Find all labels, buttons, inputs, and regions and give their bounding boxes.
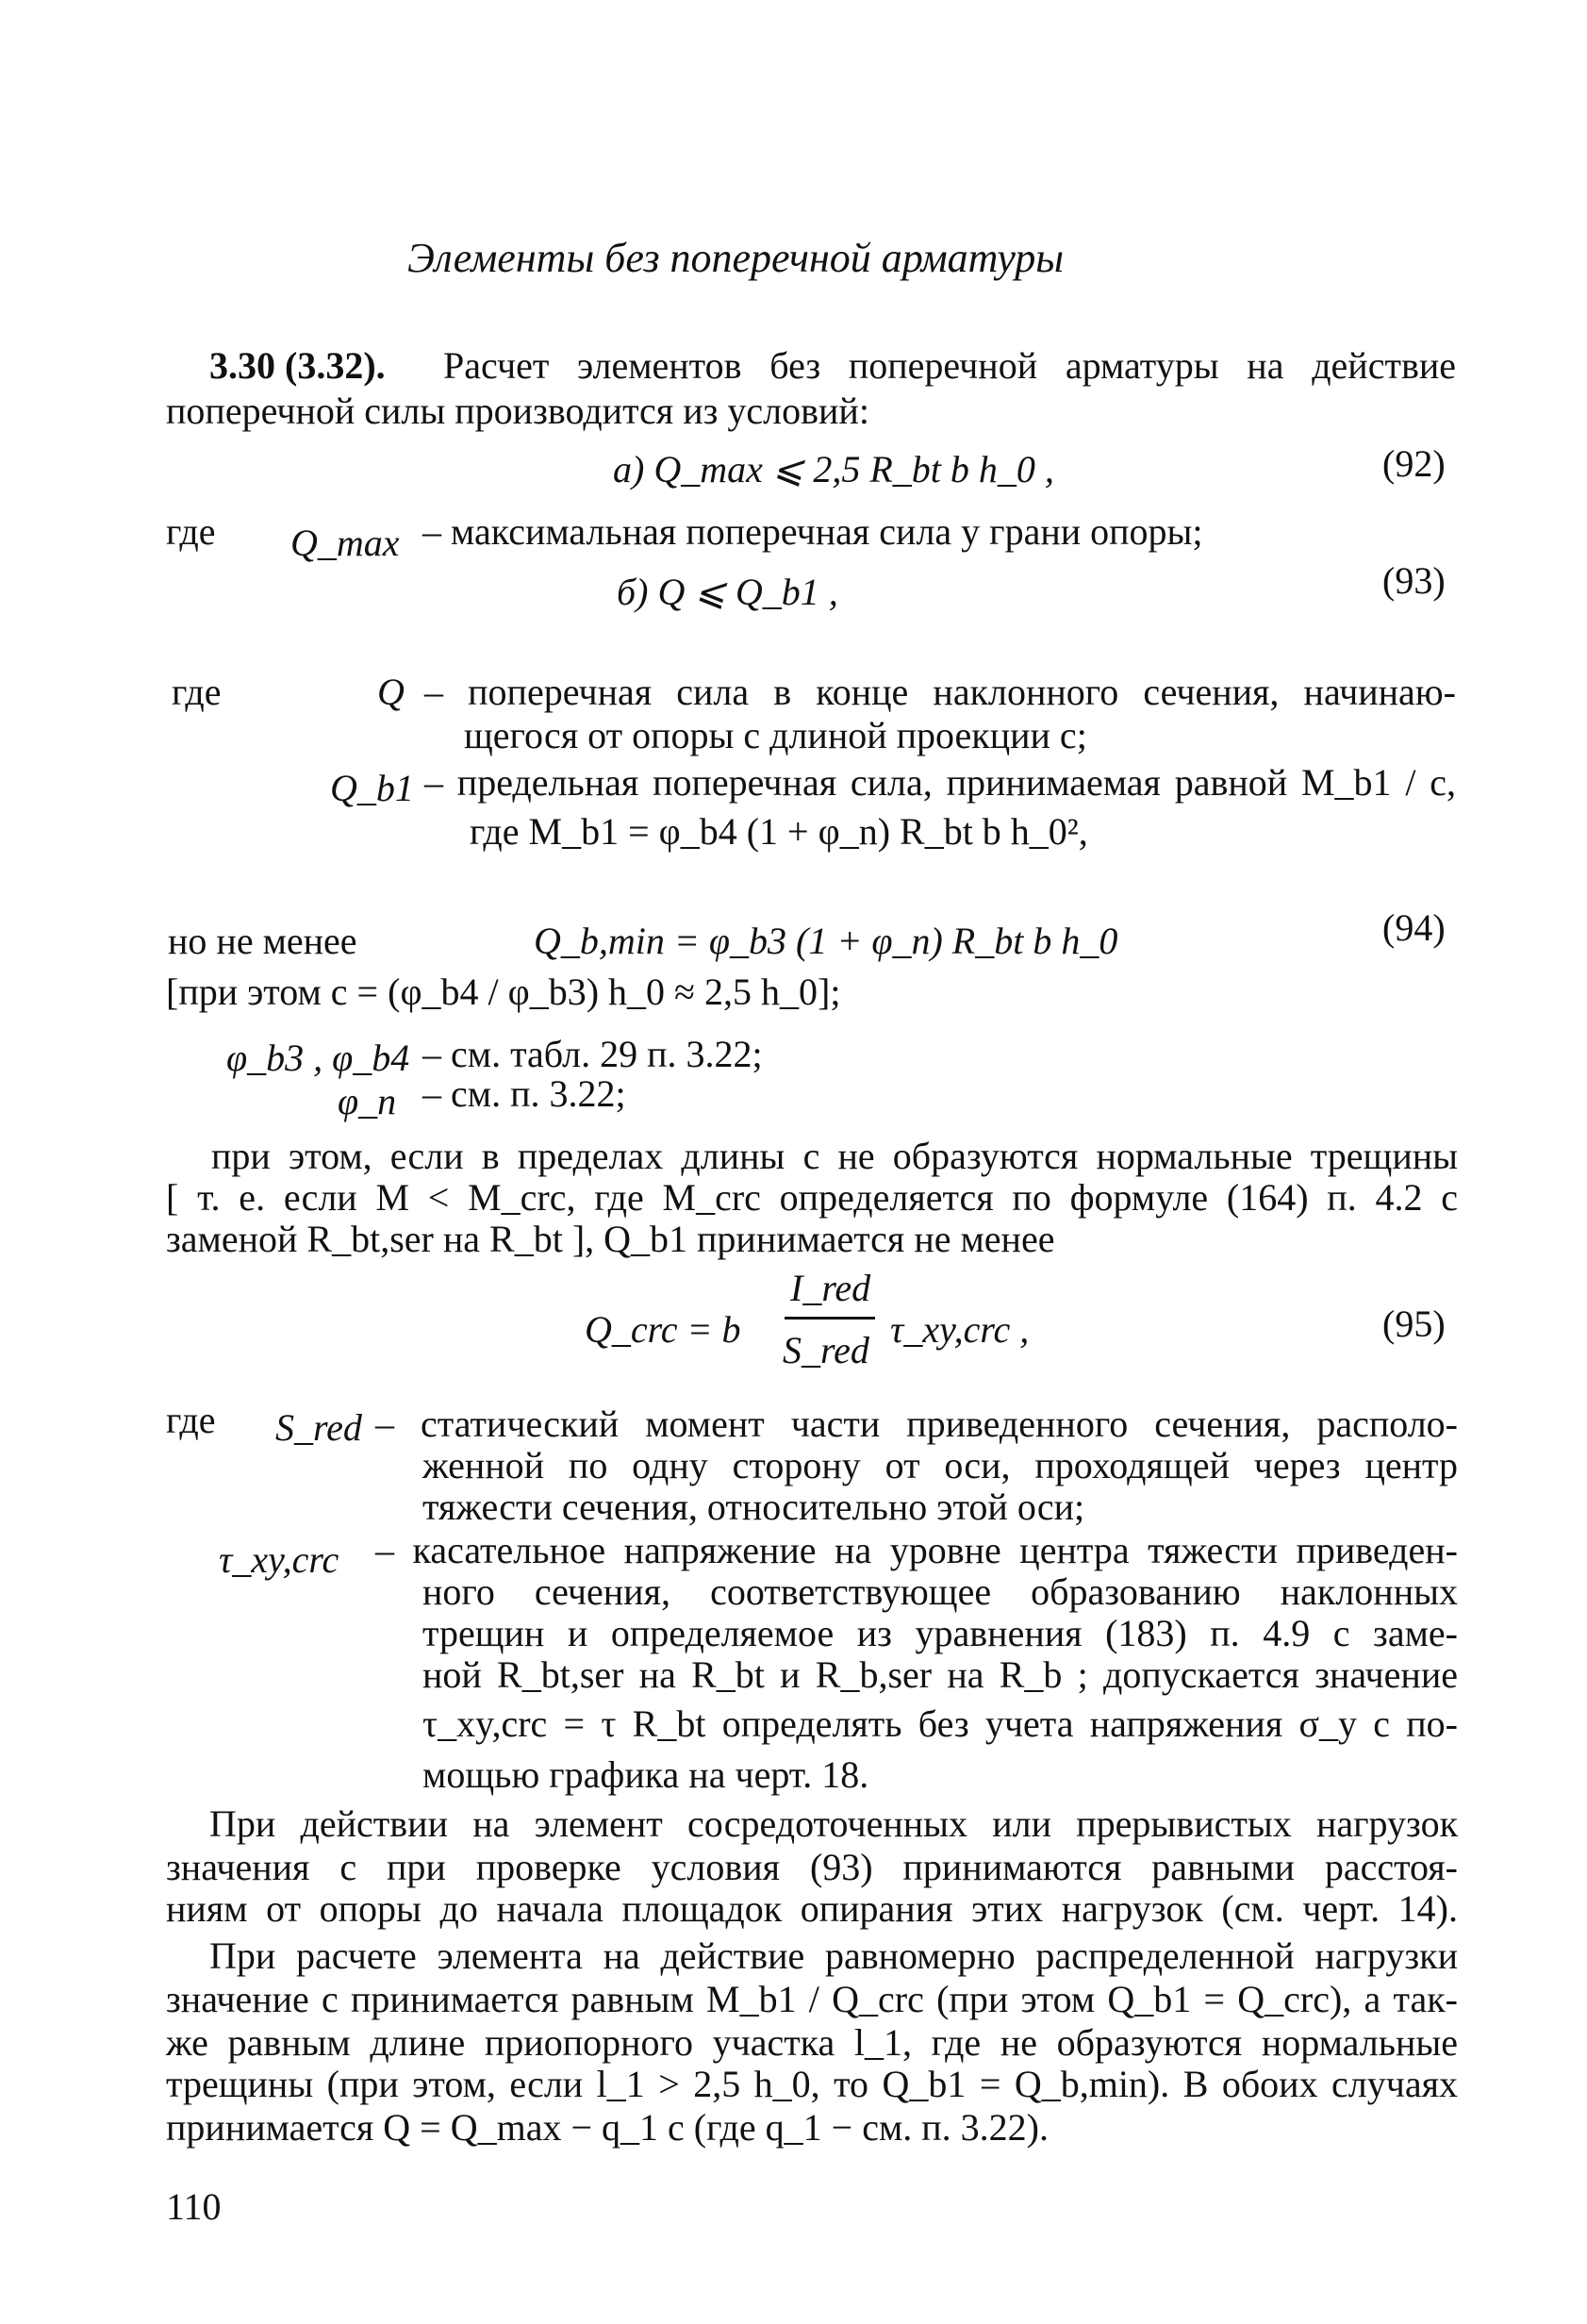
equation-number-92: (92) <box>1382 442 1446 485</box>
text-line: поперечной силы производится из условий: <box>166 390 869 432</box>
definition-line: щегося от опоры с длиной проекции c; <box>464 714 1087 756</box>
definition-line: – поперечная сила в конце наклонного сечения, начинаю- <box>424 671 1456 713</box>
definition-line: – статический момент части приведенного сечения, располо- <box>375 1403 1458 1445</box>
equation-number-95: (95) <box>1382 1303 1446 1345</box>
symbol-sred: S_red <box>275 1406 362 1449</box>
equation-number-94: (94) <box>1382 906 1446 949</box>
paragraph-line: значение c принимается равным M_b1 / Q_crc (при этом Q_b1 = Q_crc), а так- <box>166 1978 1458 2020</box>
symbol-phi-n: φ_n <box>338 1080 397 1122</box>
text-line: при этом, если в пределах длины c не образуются нормальные трещины <box>211 1135 1458 1177</box>
where-label: где <box>166 1399 216 1441</box>
text-line: [ т. е. если M < M_crc, где M_crc определяется по формуле (164) п. 4.2 с <box>166 1176 1458 1219</box>
fraction-bar <box>785 1317 875 1320</box>
where-label: где <box>166 510 216 553</box>
where-label: где <box>172 671 222 713</box>
formula-mb1: где M_b1 = φ_b4 (1 + φ_n) R_bt b h_0², <box>470 810 1088 853</box>
definition-line: женной по одну сторону от оси, проходящей через центр <box>422 1444 1458 1486</box>
definition-line: ного сечения, соответствующее образованию наклонных <box>422 1570 1458 1613</box>
definition-line: – см. табл. 29 п. 3.22; <box>422 1033 763 1075</box>
formula-94: Q_b,min = φ_b3 (1 + φ_n) R_bt b h_0 <box>534 920 1118 962</box>
definition-line: трещин и определяемое из уравнения (183) п. 4.9 с заме- <box>422 1612 1458 1654</box>
text-line: но не менее <box>168 920 357 962</box>
paragraph-line: При расчете элемента на действие равномерно распределенной нагрузки <box>209 1934 1458 1977</box>
formula-93: б) Q ⩽ Q_b1 , <box>617 571 838 613</box>
fraction-numerator: I_red <box>790 1267 871 1309</box>
text-line: заменой R_bt,ser на R_bt ], Q_b1 принимается не менее <box>166 1218 1055 1260</box>
symbol-qb1: Q_b1 <box>330 767 414 809</box>
definition-line: – см. п. 3.22; <box>422 1072 626 1115</box>
formula-95-rhs: τ_xy,crc , <box>890 1308 1030 1351</box>
symbol-tau: τ_xy,crc <box>219 1538 339 1581</box>
paragraph-line: При действии на элемент сосредоточенных или прерывистых нагрузок <box>209 1802 1458 1845</box>
symbol-q: Q <box>377 671 405 713</box>
definition-line: ной R_bt,ser на R_bt и R_b,ser на R_b ; допускается значение <box>422 1653 1458 1696</box>
paragraph-line: значения c при проверке условия (93) принимаются равными расстоя- <box>166 1846 1458 1888</box>
definition-line: τ_xy,crc = τ R_bt определять без учета напряжения σ_y с по- <box>422 1702 1458 1745</box>
definition-line: – предельная поперечная сила, принимаемая равной M_b1 / c, <box>424 761 1456 804</box>
clause-number: 3.30 (3.32). <box>209 344 386 387</box>
paragraph-line: ниям от опоры до начала площадок опирания этих нагрузок (см. черт. 14). <box>166 1887 1458 1930</box>
paragraph-line: же равным длине приопорного участка l_1, где не образуются нормальные <box>166 2021 1458 2064</box>
paragraph-line: трещины (при этом, если l_1 > 2,5 h_0, то Q_b1 = Q_b,min). В обоих случаях <box>166 2063 1458 2105</box>
section-heading: Элементы без поперечной арматуры <box>407 235 1065 281</box>
text-line: [при этом c = (φ_b4 / φ_b3) h_0 ≈ 2,5 h_0]; <box>166 971 841 1013</box>
equation-number-93: (93) <box>1382 559 1446 602</box>
symbol-phi-b3-b4: φ_b3 , φ_b4 <box>226 1037 410 1079</box>
paragraph-line: принимается Q = Q_max − q_1 c (где q_1 − см. п. 3.22). <box>166 2106 1049 2149</box>
page-number: 110 <box>166 2185 222 2228</box>
definition-line: – максимальная поперечная сила у грани опоры; <box>422 510 1203 553</box>
text-line: Расчет элементов без поперечной арматуры на действие <box>443 344 1456 387</box>
definition-line: мощью графика на черт. 18. <box>422 1753 869 1796</box>
formula-92: а) Q_max ⩽ 2,5 R_bt b h_0 , <box>613 448 1054 490</box>
fraction-denominator: S_red <box>783 1329 869 1371</box>
symbol-qmax: Q_max <box>290 522 400 564</box>
definition-line: – касательное напряжение на уровне центра тяжести приведен- <box>375 1529 1458 1571</box>
definition-line: тяжести сечения, относительно этой оси; <box>422 1486 1085 1528</box>
formula-95-lhs: Q_crc = b <box>585 1308 741 1351</box>
